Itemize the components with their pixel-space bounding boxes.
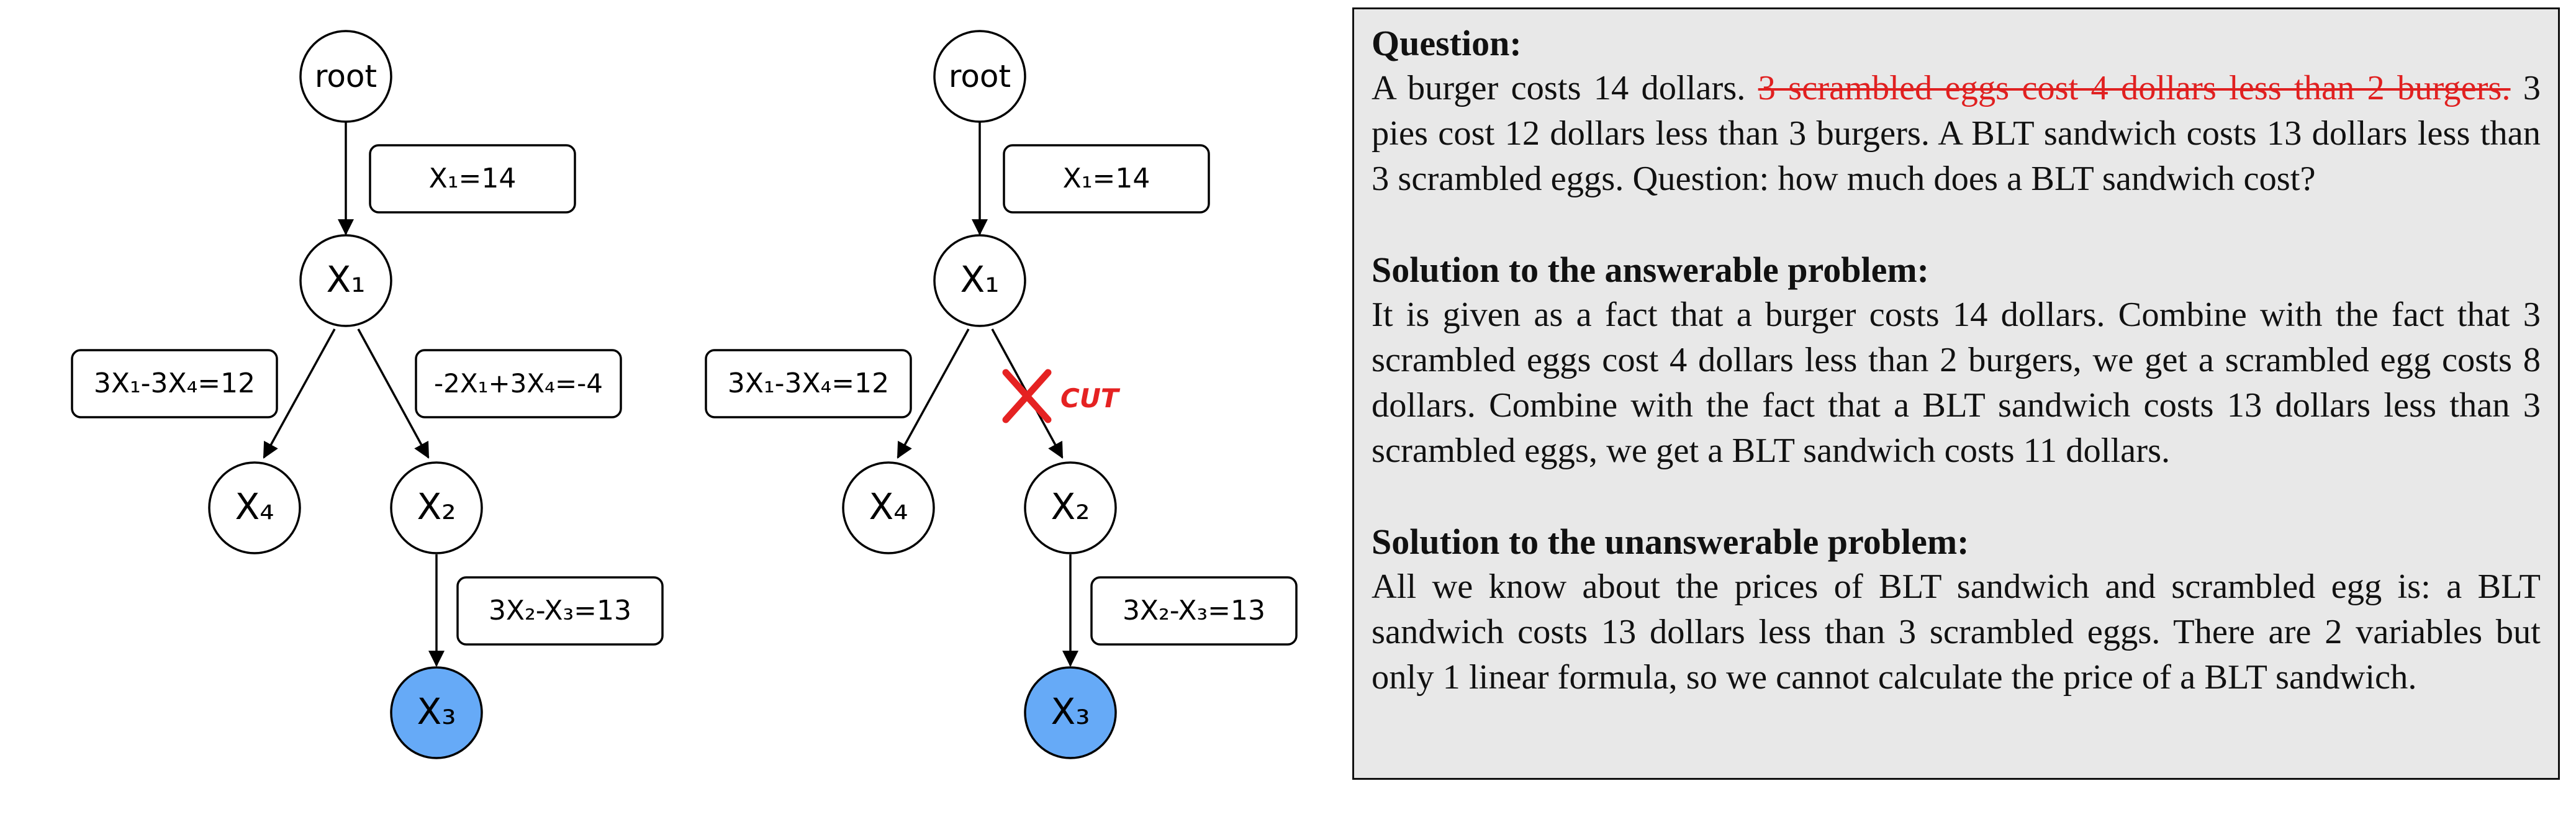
node-x3 [1025,667,1116,758]
question-heading: Question: [1372,23,1522,63]
equation-box-x2-x3 [458,577,662,644]
node-root [301,31,391,122]
cut-label: CUT [1060,383,1119,413]
equation-box-x1-x4 [72,350,277,417]
answerable-text: It is given as a fact that a burger costs 14 dollars. Combine with the fact that 3 scrambled eggs cost 4 dollars less than 2 burgers, we get a scrambled egg costs 8 dollars. Combine with the fact that a BLT sandwich costs 13 dollars less than 3 scrambled eggs, we get a BLT sandwich costs 11 dollars. [1372,296,2541,470]
node-x4-label: X₄ [869,486,908,528]
node-x4-label: X₄ [235,486,274,528]
unanswerable-text: All we know about the prices of BLT sandwich and scrambled egg is: a BLT sandwich costs 13 dollars less than 3 scrambled eggs. There are 2 variables but only 1 linear formula, so we cannot calculate the price of a BLT sandwich. [1372,567,2541,697]
equation-x2-x3-text: 3X₂-X₃=13 [1122,595,1266,626]
equation-x2-x3-text: 3X₂-X₃=13 [488,595,632,626]
equation-x1-text: X₁=14 [1062,163,1150,194]
node-x2-label: X₂ [1051,486,1090,528]
node-x3-label: X₃ [417,690,456,733]
node-root [934,31,1025,122]
node-x2 [1025,463,1116,553]
equation-box-x1-x2 [416,350,621,417]
node-x4 [843,463,934,553]
node-root-label: root [948,58,1011,94]
node-root-label: root [314,58,377,94]
tree-right [706,31,1296,758]
tree-left [72,31,662,758]
node-x1-label: X₁ [960,258,1000,300]
node-x1 [301,235,391,326]
node-x2-label: X₂ [417,486,456,528]
node-x1 [934,235,1025,326]
cut-x-icon [1006,373,1048,420]
question-pre: A burger costs 14 dollars. [1372,69,1758,107]
equation-x1-x4-text: 3X₁-3X₄=12 [727,368,890,399]
equation-box-x1 [370,145,575,212]
node-x2 [391,463,482,553]
node-x1-label: X₁ [326,258,366,300]
question-text [1372,66,2541,202]
question-post: 3 pies cost 12 dollars less than 3 burgers. A BLT sandwich costs 13 dollars less than 3 scrambled eggs. Question: how much does a BLT sandwich cost? [1372,69,2541,198]
question-struck: 3 scrambled eggs cost 4 dollars less than 2 burgers. [1758,69,2511,107]
equation-x1-x2-text: -2X₁+3X₄=-4 [433,368,603,399]
equation-box-x1-x4 [706,350,911,417]
node-x4 [209,463,300,553]
answerable-heading: Solution to the answerable problem: [1372,250,1929,290]
unanswerable-heading: Solution to the unanswerable problem: [1372,522,1969,562]
equation-box-x1 [1004,145,1209,212]
equation-x1-text: X₁=14 [428,163,517,194]
node-x3 [391,667,482,758]
node-x3-label: X₃ [1051,690,1090,733]
text-panel [1352,7,2560,780]
equation-box-x2-x3 [1091,577,1296,644]
equation-x1-x4-text: 3X₁-3X₄=12 [93,368,256,399]
